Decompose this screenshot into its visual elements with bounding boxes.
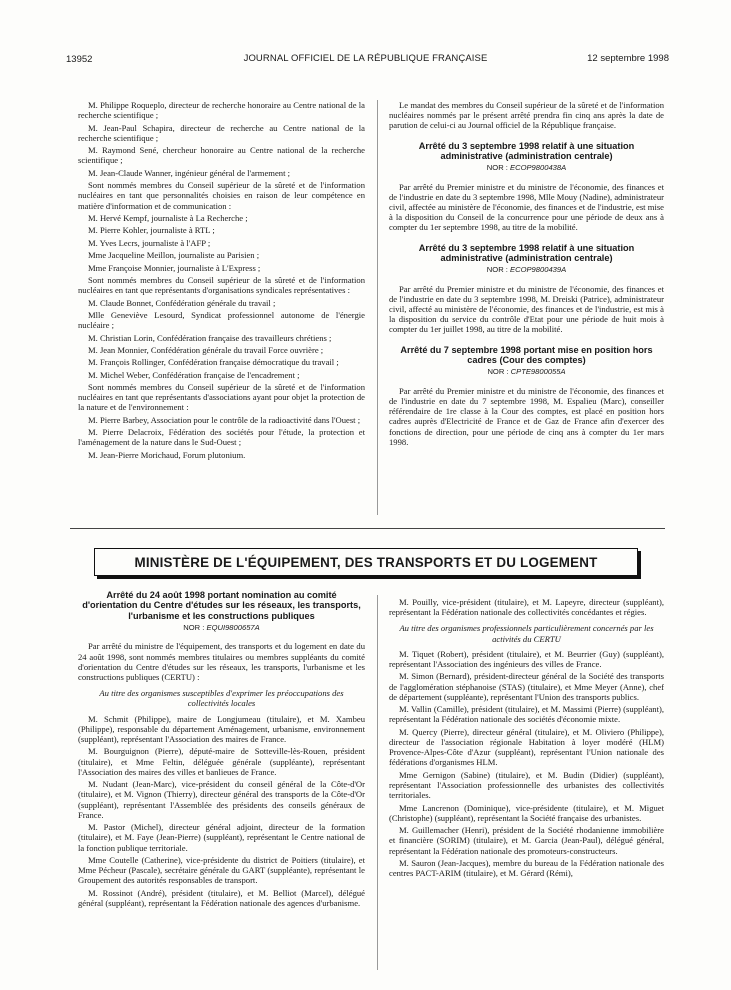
nor-label: NOR : [487,367,509,377]
paragraph: M. Jean-Paul Schapira, directeur de recherche au Centre national de la recherche scientifique ; [78,122,365,143]
nor-label: NOR : [183,623,205,633]
left-column-top [78,100,365,462]
nor-reference [389,367,664,377]
journal-title: JOURNAL OFFICIEL DE LA RÉPUBLIQUE FRANÇAISE [243,53,488,64]
paragraph: M. Pierre Kohler, journaliste à RTL ; [88,225,215,236]
paragraph: M. François Rollinger, Confédération française démocratique du travail ; [88,357,339,368]
paragraph: Sont nommés membres du Conseil supérieur de la sûreté et de l'information nucléaires en tant que personnalités choisies en raison de leur compétence en matière d'information et de communication : [78,180,365,211]
issue-date: 12 septembre 1998 [587,53,669,64]
column-separator [377,595,378,970]
nor-reference [78,623,365,633]
page-number: 13952 [66,54,93,65]
nor-label: NOR : [486,163,508,173]
paragraph: Le mandat des membres du Conseil supérieur de la sûreté et de l'information nucléaires nommés par le présent arrêté prendra fin cinq ans après la date de parution de celui-ci au Journal officiel de la République française. [389,100,664,131]
paragraph: M. Pouilly, vice-président (titulaire), et M. Lapeyre, directeur (suppléant), représentant la Fédération nationale des collectivités concédantes et régies. [389,597,664,618]
paragraph: M. Quercy (Pierre), directeur général (titulaire), et M. Oliviero (Philippe), directeur de l'association régionale Habitation à loyer modéré (HLM) Provence-Alpes-Côte d'Azur (suppléant), représentant l'Union nationale des fédérations d'organismes HLM. [389,726,664,768]
arrete-title: Arrêté du 24 août 1998 portant nomination au comité d'orientation du Centre d'études sur les réseaux, les transports, l'urbanisme et les constructions publiques [82,590,361,621]
paragraph: M. Yves Lecrs, journaliste à l'AFP ; [88,237,211,248]
paragraph: M. Nudant (Jean-Marc), vice-président du conseil général de la Côte-d'Or (titulaire), et M. Vignon (Thierry), directeur général des transports de la Côte-d'Or (suppléant), représentant l'Assemblée des présidents des conseils généraux de France. [78,779,365,820]
paragraph: Par arrêté du Premier ministre et du ministre de l'économie, des finances et de l'industrie en date du 3 septembre 1998, Mlle Mouy (Nadine), administrateur civil, affectée au ministère de l'économie, des finances et de l'industrie, est mise à la disposition du Conseil de la concurrence pour une période de deux ans à compter du 1er septembre 1998, au titre de la mobilité. [389,181,664,233]
nor-code: CPTE9800055A [510,367,566,377]
paragraph: M. Pastor (Michel), directeur général adjoint, directeur de la formation (titulaire), et M. Faye (Jean-Pierre) (suppléant), représentant le Centre national de la fonction publique territoriale. [78,822,365,853]
paragraph: M. Jean-Pierre Morichaud, Forum plutonium. [88,449,246,460]
paragraph: M. Pierre Delacroix, Fédération des sociétés pour l'étude, la protection et l'aménagement de la nature dans le Sud-Ouest ; [78,427,365,448]
paragraph: Par arrêté du Premier ministre et du ministre de l'économie, des finances et de l'industrie en date du 3 septembre 1998, M. Dreiski (Patrice), administrateur civil, affecté au ministère de l'économie, des finances et de l'industrie, est mis à la disposition du service du contrôle d'Etat pour une période de huit mois à compter du 1er juillet 1998, au titre de la mobilité. [389,283,664,335]
left-column-bottom [78,590,365,910]
section-rule [70,528,665,529]
paragraph: Sont nommés membres du Conseil supérieur de la sûreté et de l'information nucléaires en tant que représentants d'associations ayant pour objet la protection de la nature et de l'environnement : [78,382,365,413]
paragraph: Par arrêté du Premier ministre et du ministre de l'économie, des finances et de l'industrie en date du 7 septembre 1998, M. Espalieu (Marc), conseiller référendaire de 1re classe à la Cour des comptes, est placé en position hors cadres auprès d'Electricité de France et de Gaz de France afin d'exercer des fonctions de direction, pour une période de cinq ans à compter du 1er mars 1998. [389,385,664,447]
paragraph: M. Simon (Bernard), président-directeur général de la Société des transports de l'agglomération stéphanoise (STAS) (titulaire), et Mme Meyer (Anne), chef de département (suppléante), représentant l'Union des transports publics. [389,671,664,702]
nor-code: ECOP9800439A [510,265,567,275]
paragraph: M. Jean Monnier, Confédération générale du travail Force ouvrière ; [88,344,324,355]
nor-code: ECOP9800438A [510,163,567,173]
paragraph: M. Pierre Barbey, Association pour le contrôle de la radioactivité dans l'Ouest ; [88,414,361,425]
paragraph: M. Guillemacher (Henri), président de la Société rhodanienne immobilière et financière (SORIM) (titulaire), et M. Garcia (Jean-Paul), délégué général, représentant la Fédération nationale des promoteurs-constructeurs. [389,825,664,856]
paragraph: M. Hervé Kempf, journaliste à La Recherche ; [88,212,248,223]
paragraph: M. Michel Weber, Confédération française de l'encadrement ; [88,369,300,380]
paragraph: M. Philippe Roqueplo, directeur de recherche honoraire au Centre national de la recherche scientifique ; [78,100,365,121]
nor-reference [389,163,664,173]
arrete-title: Arrêté du 3 septembre 1998 relatif à une situation administrative (administration centrale) [418,242,635,264]
nor-reference [389,265,664,275]
paragraph: Mlle Geneviève Lesourd, Syndicat professionnel autonome de l'énergie nucléaire ; [78,309,365,331]
arrete-title: Arrêté du 7 septembre 1998 portant mise en position hors cadres (Cour des comptes) [400,344,653,366]
paragraph: M. Sauron (Jean-Jacques), membre du bureau de la Fédération nationale des centres PACT-ARIM (titulaire), et M. Gérard (Rémi), [389,857,664,879]
paragraph: M. Christian Lorin, Confédération française des travailleurs chrétiens ; [88,332,332,343]
column-separator [377,100,378,515]
paragraph: Mme Jacqueline Meillon, journaliste au Parisien ; [88,250,260,261]
paragraph: Mme Lancrenon (Dominique), vice-présidente (titulaire), et M. Miguet (Christophe) (suppléant), représentant la Société française des urbanistes. [389,802,664,823]
paragraph: M. Schmit (Philippe), maire de Longjumeau (titulaire), et M. Xambeu (Philippe), responsable du département Aménagement, urbanisme, environnement (suppléant), représentant l'Association des maires de France. [78,713,365,745]
right-column-bottom [389,597,664,881]
paragraph: M. Vallin (Camille), président (titulaire), et M. Massimi (Pierre) (suppléant), représentant la Fédération nationale des sociétés d'économie mixte. [389,704,664,725]
right-column-top [389,100,664,449]
section-subtitle: Au titre des organismes susceptibles d'exprimer les préoccupations des collectivités locales [99,688,344,709]
paragraph: M. Rossinot (André), président (titulaire), et M. Belliot (Marcel), délégué général (suppléant), représentant la Fédération nationale des agences d'urbanisme. [78,887,365,909]
paragraph: M. Claude Bonnet, Confédération générale du travail ; [88,297,276,308]
paragraph: M. Tiquet (Robert), président (titulaire), et M. Beurrier (Guy) (suppléant), représentant l'Association des ingénieurs des villes de France. [389,648,664,670]
ministry-banner: MINISTÈRE DE L'ÉQUIPEMENT, DES TRANSPORTS ET DU LOGEMENT [94,548,638,576]
paragraph: M. Bourguignon (Pierre), député-maire de Sotteville-lès-Rouen, président (titulaire), et Mme Feltin, déléguée générale (suppléante), représentant l'Association des maires des villes et banlieues de France. [78,746,365,777]
paragraph: Par arrêté du ministre de l'équipement, des transports et du logement en date du 24 août 1998, sont nommés membres titulaires ou membres suppléants du comité d'orientation du Centre d'études sur les réseaux, les transports, l'urbanisme et les constructions publiques (CERTU) : [78,641,365,683]
page-header [62,50,669,66]
paragraph: Mme Coutelle (Catherine), vice-présidente du district de Poitiers (titulaire), et Mme Pécheur (Pascale), secrétaire générale du GART (suppléante), représentant le Groupement des autorités responsables de transport. [78,855,365,886]
section-subtitle: Au titre des organismes professionnels particulièrement concernés par les activités du CERTU [399,623,654,644]
paragraph: Mme Gernigon (Sabine) (titulaire), et M. Budin (Didier) (suppléant), représentant l'Association professionnelle des urbanistes des collectivités territoriales. [389,769,664,801]
nor-label: NOR : [486,265,508,275]
paragraph: Sont nommés membres du Conseil supérieur de la sûreté et de l'information nucléaires en tant que représentants d'organisations syndicales représentatives : [78,274,365,296]
paragraph: M. Jean-Claude Wanner, ingénieur général de l'armement ; [88,167,290,178]
arrete-title: Arrêté du 3 septembre 1998 relatif à une situation administrative (administration centrale) [418,140,635,162]
paragraph: M. Raymond Sené, chercheur honoraire au Centre national de la recherche scientifique ; [78,145,365,166]
nor-code: EQUI9800657A [206,623,260,633]
paragraph: Mme Françoise Monnier, journaliste à L'Express ; [88,262,261,273]
